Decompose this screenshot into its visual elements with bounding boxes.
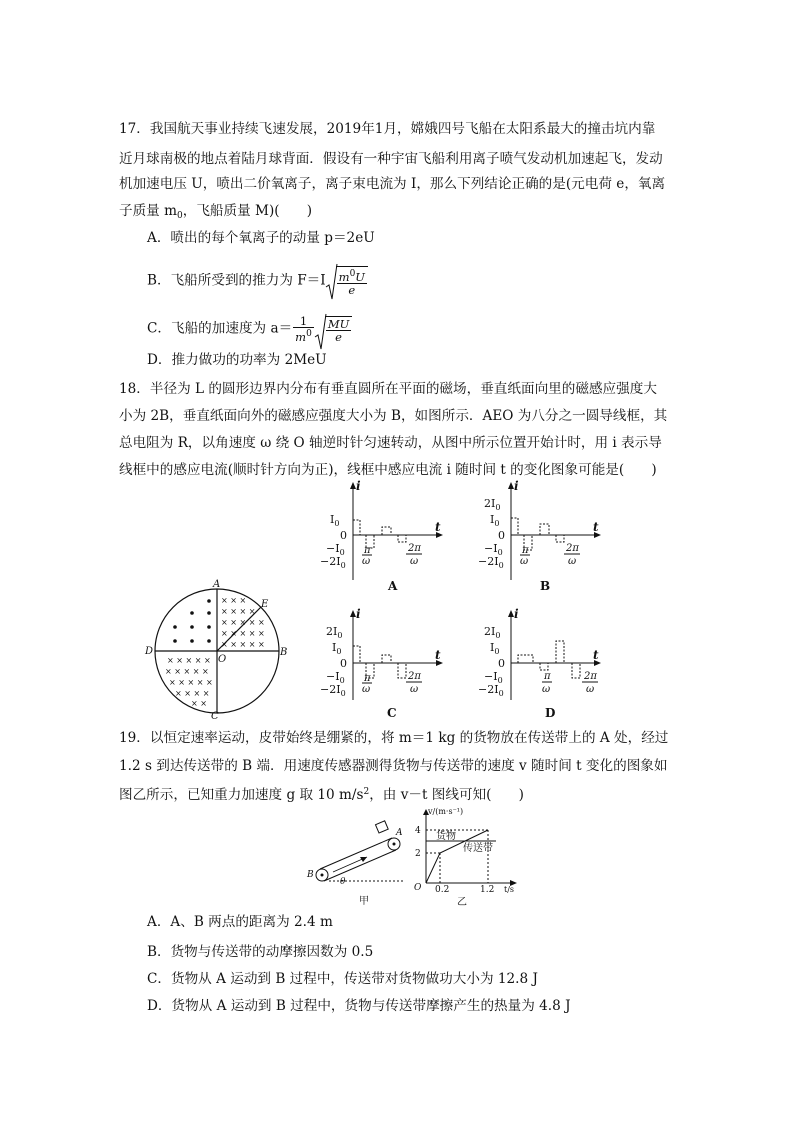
curve-segment	[518, 655, 533, 663]
tick-sub: 0	[337, 631, 343, 640]
q19-line-3-sup: 2	[363, 787, 370, 797]
tick-pi: π	[364, 545, 371, 556]
svg-text:I0	[490, 513, 499, 528]
axis-i: i	[356, 607, 361, 621]
v-axis-label: v/(m·s⁻¹)	[428, 807, 464, 816]
svg-text:× × ×: × × ×	[221, 596, 247, 605]
tick-neg-i0: −I	[326, 670, 340, 683]
q17-c-rad-den: e	[335, 329, 342, 344]
q17-option-c-sqrt	[315, 316, 352, 343]
q17-option-d: D．推力做功的功率为 2MeU	[147, 352, 327, 368]
tick-sub: 0	[495, 631, 501, 640]
belt-bottom	[324, 850, 396, 881]
label-d: D	[145, 646, 154, 657]
curve-segment	[572, 663, 580, 678]
q17-option-b-sqrt	[326, 266, 368, 296]
q17-option-c-text: C．飞船的加速度为 a＝	[147, 320, 293, 337]
tick-sub: 0	[340, 689, 346, 698]
tick-pi: π	[364, 673, 371, 684]
tick-2pi: 2π	[584, 671, 597, 682]
q19-line-3	[119, 784, 524, 803]
tick-zero: 0	[340, 529, 347, 542]
q17-option-b-text: B．飞船所受到的推力为 F＝I	[147, 272, 326, 289]
svg-text:× × × × ×: × × × × ×	[165, 667, 209, 676]
q17-option-a: A．喷出的每个氧离子的动量 p＝2eU	[147, 230, 375, 246]
graph-label-a: A	[388, 579, 398, 593]
axis-t: t	[435, 648, 441, 662]
figure-label-jia: 甲	[359, 896, 369, 907]
tick-omega: ω	[542, 684, 551, 695]
q17-b-num-m: m	[338, 270, 350, 284]
t-axis-label: t/s	[504, 885, 515, 894]
label-o: O	[218, 654, 227, 665]
tick-zero: 0	[498, 657, 505, 670]
tick-omega: ω	[568, 556, 577, 567]
curve-segment	[511, 518, 518, 535]
q17-c-frac-num: 1	[293, 315, 314, 328]
tick-2i0: 2I	[484, 625, 496, 638]
tick-omega: ω	[410, 684, 419, 695]
tick-neg-2i0: −2I	[478, 555, 499, 568]
q17-line-3: 机加速电压 U，喷出二价氧离子，离子束电流为 I，那么下列结论正确的是(元电荷 e，氧离	[119, 176, 666, 192]
axis-t: t	[435, 520, 441, 534]
graph-label-c: C	[387, 706, 397, 720]
q19-vt-graph	[410, 806, 520, 908]
label-e: E	[261, 599, 269, 610]
v-tick-4: 4	[415, 826, 421, 836]
q19-line-3b: ，由 v－t 图线可知( )	[369, 787, 524, 803]
tick-i0: I	[330, 513, 335, 526]
q17-line-4a: 子质量 m	[119, 203, 177, 219]
tick-sub: 0	[497, 676, 503, 685]
graph-label-b: B	[540, 579, 551, 593]
tick-i0: I	[332, 641, 337, 654]
tick-pi: π	[544, 671, 551, 682]
q18-field-figure	[145, 579, 290, 722]
svg-text:× ×: × ×	[191, 699, 207, 708]
cargo-box	[375, 821, 388, 833]
tick-zero: 0	[340, 657, 347, 670]
svg-text:× × × × ×: × × × × ×	[169, 678, 213, 687]
tick-sub: 0	[339, 676, 345, 685]
q17-option-c	[147, 315, 352, 343]
belt-top	[320, 838, 392, 869]
svg-text:× × × × ×: × × × × ×	[221, 629, 265, 638]
q17-line-4	[119, 203, 312, 224]
tick-neg-i0: −I	[484, 542, 498, 555]
q18-line-4: 线框中的感应电流(顺时针方向为正)，线框中感应电流 i 随时间 t 的变化图象可能是( )	[119, 462, 657, 478]
angle-theta: θ	[340, 877, 346, 887]
q18-line-1: 18．半径为 L 的圆形边界内分布有垂直圆所在平面的磁场，垂直纸面向里的磁感应强度大	[119, 381, 657, 397]
q19-line-1: 19．以恒定速率运动，皮带始终是绷紧的，将 m＝1 kg 的货物放在传送带上的 A 处，经过	[119, 730, 669, 746]
radical-sign-icon	[315, 313, 326, 351]
figure-label-yi: 乙	[457, 897, 467, 908]
tick-neg-i0: −I	[326, 542, 340, 555]
q19-option-c: C．货物从 A 运动到 B 过程中，传送带对货物做功大小为 12.8 J	[147, 971, 538, 987]
q19-line-2: 1.2 s 到达传送带的 B 端．用速度传感器测得货物与传送带的速度 v 随时间 t 变化的图象如	[119, 758, 668, 774]
q19-line-3a: 图乙所示，已知重力加速度 g 取 10 m/s	[119, 787, 364, 803]
q17-option-b	[147, 266, 368, 296]
tick-sub: 0	[339, 548, 345, 557]
tick-sub: 0	[498, 561, 504, 570]
svg-text:I0	[332, 641, 341, 656]
svg-text:I0	[490, 641, 499, 656]
tick-sub: 0	[340, 561, 346, 570]
svg-text:I0	[330, 513, 339, 528]
q18-graph-b	[478, 480, 608, 600]
tick-neg-i0: −I	[484, 670, 498, 683]
q18-line-2: 小为 2B，垂直纸面向外的磁感应强度大小为 B，如图所示．AEO 为八分之一圆导线框，其	[119, 408, 668, 424]
axis-i: i	[514, 479, 519, 493]
axis-i: i	[356, 479, 361, 493]
tick-neg-2i0: −2I	[320, 555, 341, 568]
svg-text:−2I0	[478, 555, 504, 570]
belt-label-a: A	[396, 828, 403, 838]
curve-segment	[540, 524, 549, 535]
tick-sub: 0	[494, 519, 500, 528]
q18-graph-a	[320, 480, 450, 600]
axis-t: t	[593, 648, 599, 662]
q17-c-rad-num: MU	[327, 316, 350, 331]
svg-text:−2I0	[320, 555, 346, 570]
svg-text:−2I0	[320, 683, 346, 698]
tick-sub: 0	[497, 548, 503, 557]
tick-omega: ω	[362, 684, 371, 695]
curve-segment	[540, 663, 548, 670]
belt-label: 传送带	[463, 843, 493, 854]
svg-text:× × × ×: × × × ×	[221, 607, 256, 616]
curve-segment	[353, 520, 360, 535]
tick-2i0: 2I	[484, 497, 496, 510]
q17-b-den: e	[348, 283, 356, 297]
label-a: A	[213, 579, 221, 590]
axis-t: t	[593, 520, 599, 534]
tick-2i0: 2I	[326, 625, 338, 638]
q19-option-d: D．货物从 A 运动到 B 过程中，货物与传送带摩擦产生的热量为 4.8 J	[147, 998, 571, 1014]
tick-2pi: 2π	[408, 543, 421, 554]
svg-text:× × × × ×: × × × × ×	[221, 618, 265, 627]
tick-sub: 0	[495, 503, 501, 512]
svg-text:2I0	[326, 625, 342, 640]
q17-line-2: 近月球南极的地点着陆月球背面．假设有一种宇宙飞船利用离子喷气发动机加速起飞，发动	[119, 151, 663, 167]
cargo-label: 货物	[436, 831, 456, 842]
origin-o: O	[414, 883, 422, 893]
graph-label-d: D	[545, 706, 556, 720]
q17-line-1: 17．我国航天事业持续飞速发展，2019年1月，嫦娥四号飞船在太阳系最大的撞击坑内靠	[119, 121, 656, 137]
svg-text:× × × ×: × × × ×	[175, 689, 210, 698]
field-in-crosses	[165, 596, 265, 708]
svg-text:2I0	[484, 497, 500, 512]
tick-neg-2i0: −2I	[478, 683, 499, 696]
q18-graph-c	[320, 608, 450, 723]
q17-line-4b: ，飞船质量 M)( )	[182, 203, 313, 219]
tick-i0: I	[490, 641, 495, 654]
q17-c-frac-den-m: m	[295, 330, 307, 344]
q18-line-3: 总电阻为 R，以角速度 ω 绕 O 轴逆时针匀速转动，从图中所示位置开始计时，用 i 表示导	[119, 435, 662, 451]
tick-omega: ω	[362, 556, 371, 567]
q17-c-frac-den-sup: 0	[306, 329, 312, 339]
tick-omega: ω	[410, 556, 419, 567]
curve-segment	[398, 535, 406, 542]
curve-segment	[382, 527, 391, 535]
tick-sub: 0	[494, 647, 500, 656]
v-tick-2: 2	[415, 849, 421, 859]
curve-segment	[398, 663, 406, 678]
label-c: C	[211, 711, 219, 722]
q17-b-num-u: U	[355, 270, 365, 284]
tick-sub: 0	[498, 689, 504, 698]
t-tick-02: 0.2	[435, 885, 450, 895]
q18-graph-d	[478, 608, 608, 723]
tick-omega: ω	[520, 556, 529, 567]
q17-b-num-sup: 0	[349, 269, 356, 279]
tick-sub: 0	[334, 519, 340, 528]
q19-option-b: B．货物与传送带的动摩擦因数为 0.5	[147, 944, 374, 960]
tick-pi: π	[522, 545, 529, 556]
t-tick-12: 1.2	[480, 885, 495, 895]
tick-zero: 0	[498, 529, 505, 542]
curve-segment	[556, 535, 564, 542]
svg-text:× × × × ×: × × × × ×	[167, 656, 211, 665]
q19-conveyor-figure	[305, 815, 415, 907]
q19-option-a: A．A、B 两点的距离为 2.4 m	[147, 914, 333, 930]
axis-i: i	[514, 607, 519, 621]
curve-segment	[353, 646, 360, 663]
tick-2pi: 2π	[566, 543, 579, 554]
tick-neg-2i0: −2I	[320, 683, 341, 696]
svg-text:× × × × ×: × × × × ×	[221, 640, 265, 649]
field-out-dots	[173, 599, 211, 643]
belt-label-b: B	[307, 870, 314, 880]
tick-sub: 0	[336, 647, 342, 656]
tick-2pi: 2π	[408, 671, 421, 682]
q17-m0-sub: 0	[177, 211, 183, 221]
svg-text:2I0	[484, 625, 500, 640]
tick-omega: ω	[586, 684, 595, 695]
curve-segment	[556, 641, 564, 663]
svg-text:−2I0	[478, 683, 504, 698]
radical-sign-icon	[326, 263, 337, 301]
label-b: B	[280, 647, 288, 658]
tick-i0: I	[490, 513, 495, 526]
curve-segment	[382, 655, 391, 663]
